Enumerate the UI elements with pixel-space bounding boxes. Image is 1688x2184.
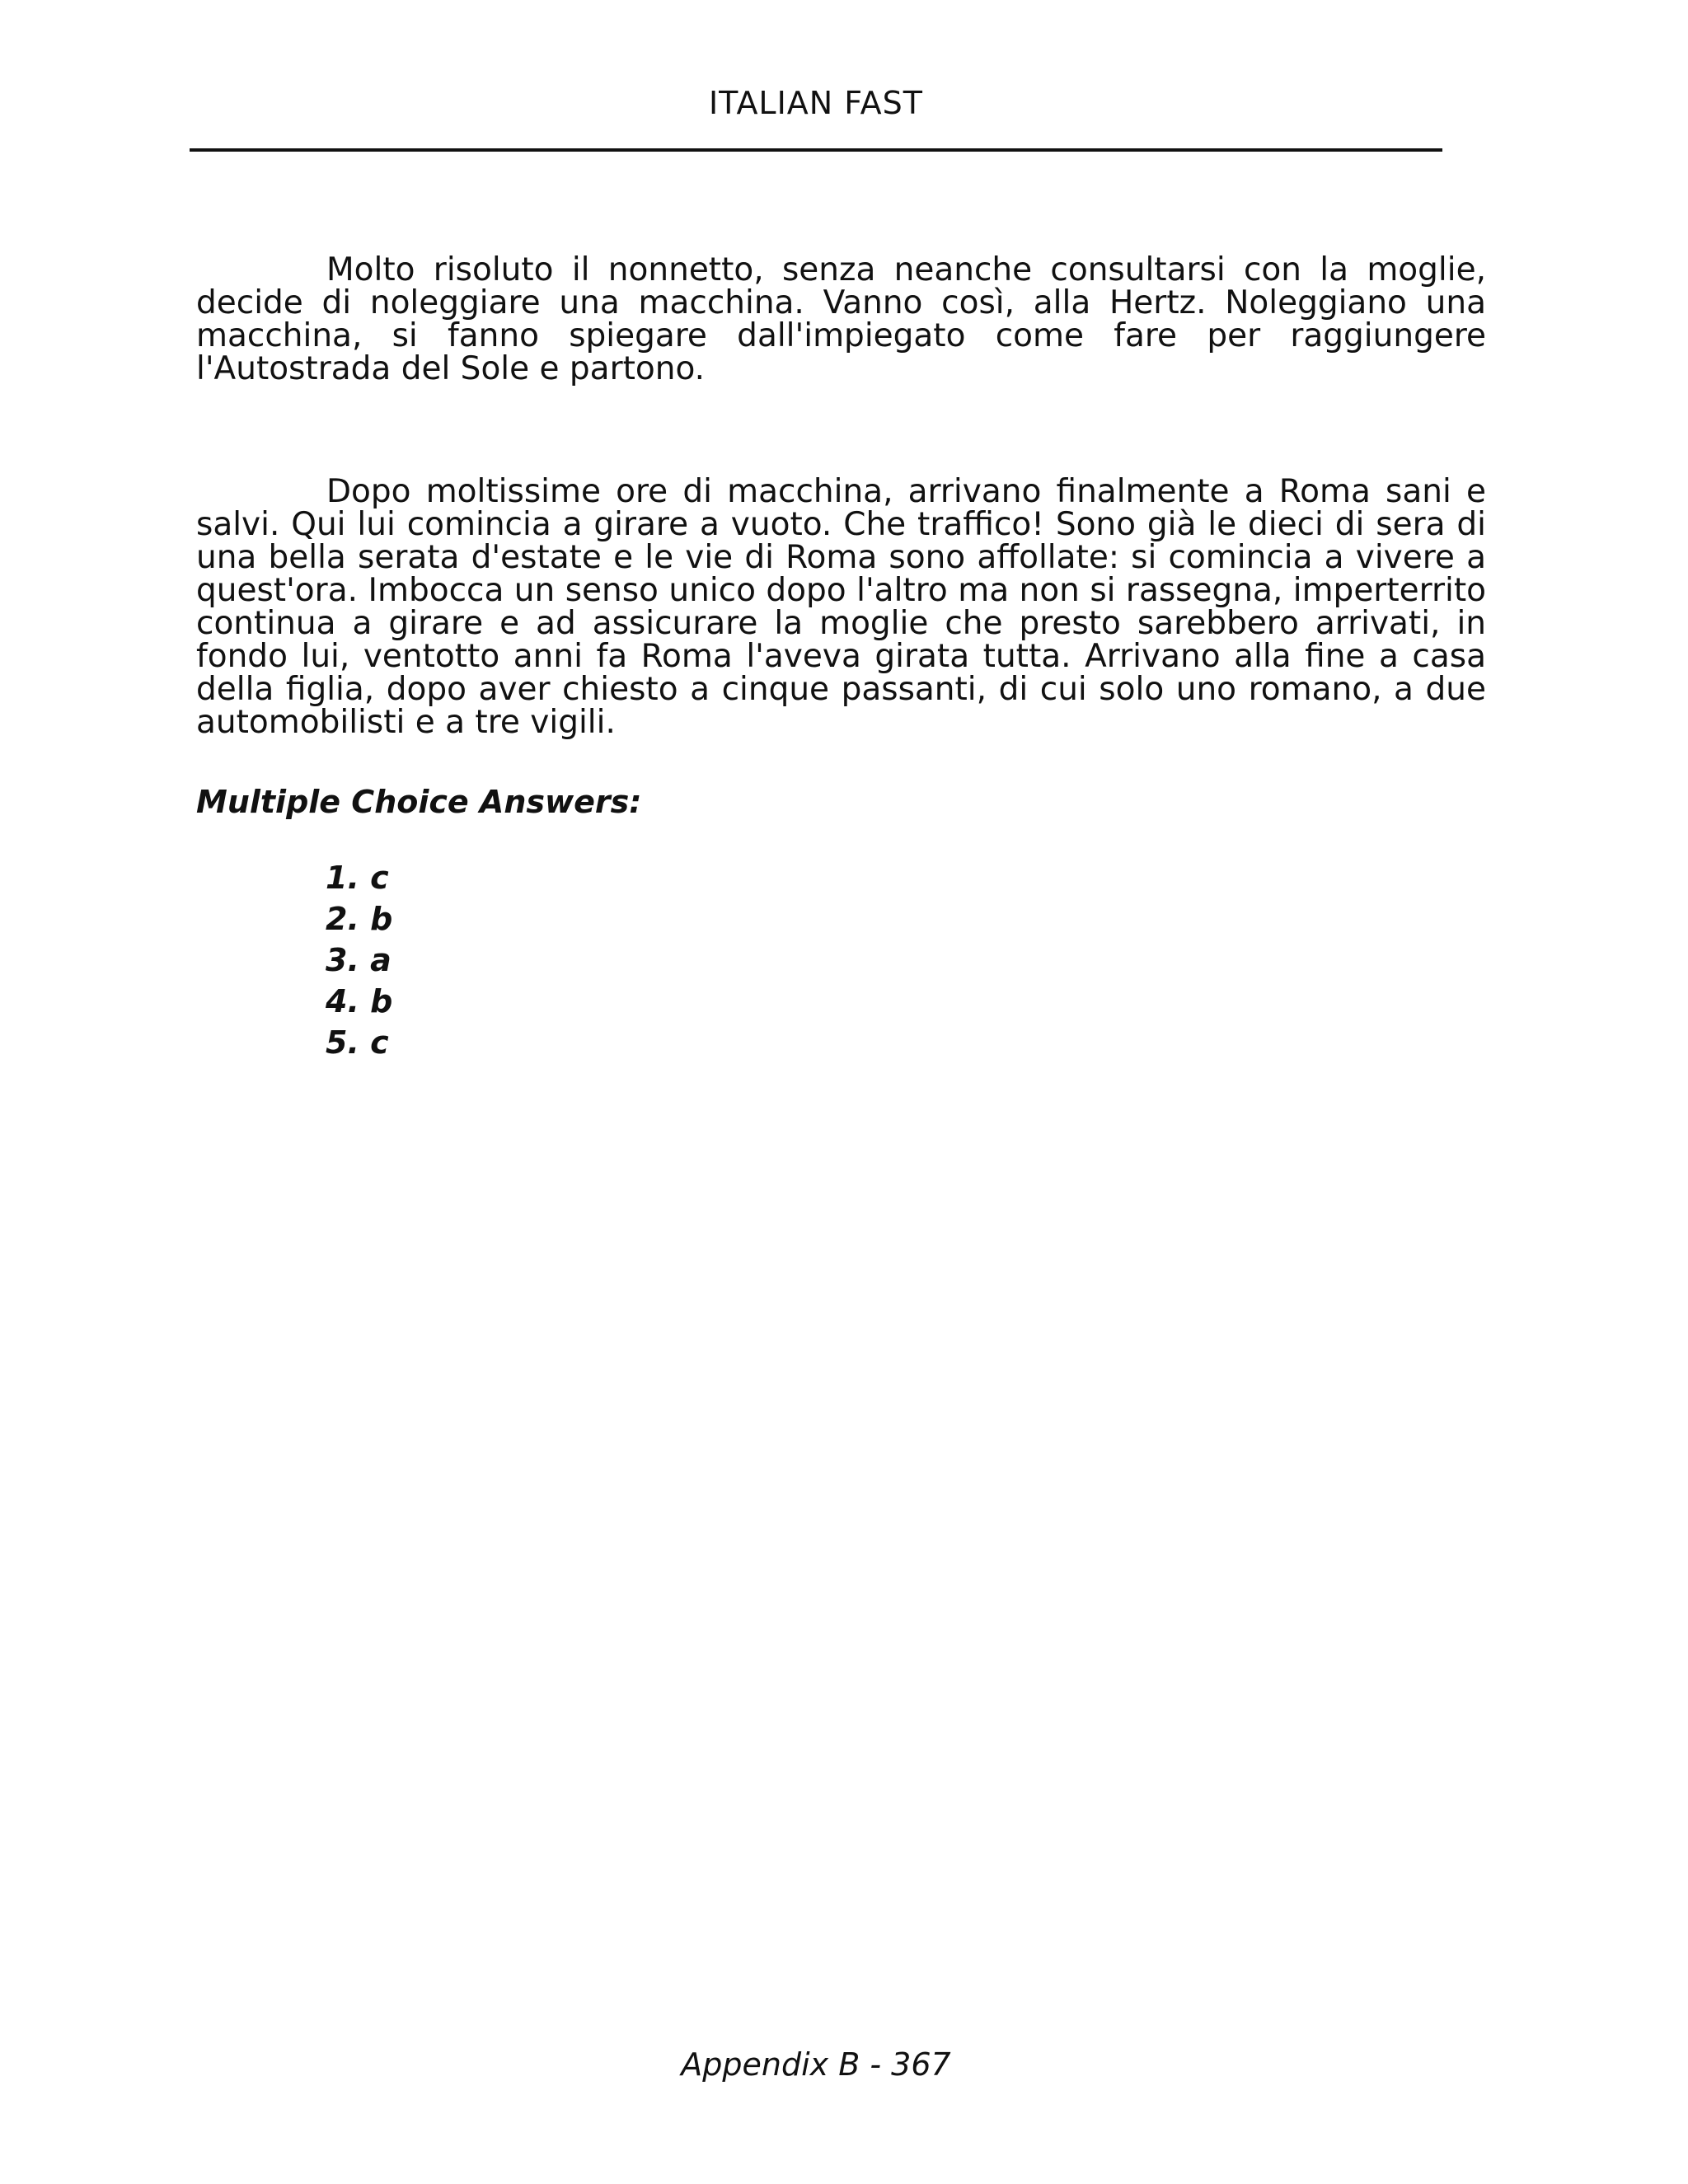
answer-item: 4. b xyxy=(326,983,393,1019)
multiple-choice-heading: Multiple Choice Answers: xyxy=(196,784,642,820)
page-footer: Appendix B - 367 xyxy=(681,2046,951,2083)
answer-item: 5. c xyxy=(326,1024,389,1061)
answer-list xyxy=(326,857,392,1063)
answer-item: 2. b xyxy=(326,901,393,937)
answer-item: 1. c xyxy=(326,860,389,896)
paragraph-1: Molto risoluto il nonnetto, senza neanche consultarsi con la moglie, decide di noleggiare una macchina. Vanno così, alla Hertz. Noleggiano una macchina, si fanno spiegare dall'impiegato come fare per raggiungere l'Autostrada del Sole e partono. xyxy=(196,251,1486,387)
header-rule xyxy=(190,148,1442,152)
answer-item: 3. a xyxy=(326,942,392,978)
paragraph-2: Dopo moltissime ore di macchina, arrivano finalmente a Roma sani e salvi. Qui lui comincia a girare a vuoto. Che traffico! Sono già le dieci di sera di una bella serata d'estate e le vie di Roma sono affollate: si comincia a vivere a quest'ora. Imbocca un senso unico dopo l'altro ma non si rassegna, imperterrito continua a girare e ad assicurare la moglie che presto sarebbero arrivati, in fondo lui, ventotto anni fa Roma l'aveva girata tutta. Arrivano alla fine a casa della figlia, dopo aver chiesto a cinque passanti, di cui solo uno romano, a due automobilisti e a tre vigili. xyxy=(196,473,1486,741)
running-header: ITALIAN FAST xyxy=(708,85,924,121)
